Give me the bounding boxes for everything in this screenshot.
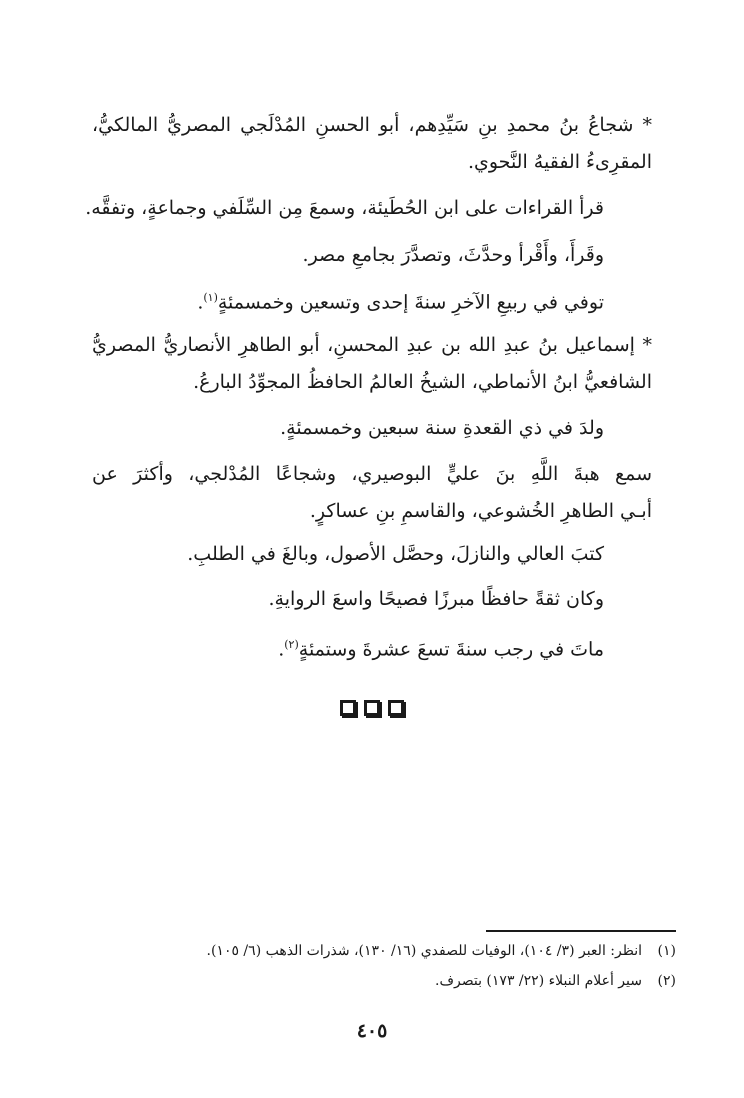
section-separator [0, 700, 744, 716]
entry-1-heading-line-2: المقرِىءُ الفقيهُ النَّحوي. [467, 151, 652, 173]
entry-2-paragraph-5 [278, 630, 604, 664]
entry-1-death-end: . [197, 291, 204, 314]
footnote-1-text: انظر: العبر (٣/ ١٠٤)، الوفيات للصفدي (١٦/ ١٣٠)، شذرات الذهب (٦/ ١٠٥). [206, 943, 642, 959]
separator-square-icon [388, 700, 404, 716]
footnote-ref-2: (٢) [284, 638, 299, 651]
footnote-2-number: (٢) [657, 973, 676, 989]
footnote-1-number: (١) [657, 943, 676, 959]
entry-2-paragraph-2-line-1: سمع هبةَ اللَّهِ بنَ عليٍّ البوصيري، وشجاعًا المُدْلجي، وأكثرَ عن [92, 463, 652, 485]
footnote-2-text: سير أعلام النبلاء (٢٢/ ١٧٣) بتصرف. [435, 973, 642, 989]
entry-2-death-text: ماتَ في رجب سنةَ تسعَ عشرةَ وستمئةٍ [298, 638, 604, 661]
page-number: ٤٠٥ [356, 1020, 388, 1042]
separator-square-icon [340, 700, 356, 716]
entry-1-paragraph-1: قرأ القراءات على ابن الحُطَيئة، وسمعَ مِن السِّلَفي وجماعةٍ، وتفقَّه. [85, 197, 604, 219]
footnote-ref-1: (١) [203, 291, 218, 304]
entry-2-paragraph-3: كتبَ العالي والنازلَ، وحصَّل الأصول، وبالغَ في الطلبِ. [187, 543, 604, 565]
footnote-1 [207, 940, 677, 962]
entry-1-heading-line-1: * شجاعُ بنُ محمدِ بنِ سَيِّدِهم، أبو الحسنِ المُدْلَجي المصريُّ المالكيُّ، [92, 114, 652, 136]
entry-2-paragraph-4: وكان ثقةً حافظًا مبرزًا فصيحًا واسعَ الروايةِ. [268, 588, 604, 610]
separator-square-icon [364, 700, 380, 716]
entry-2-heading-line-2: الشافعيُّ ابنُ الأنماطي، الشيخُ العالمُ الحافظُ المجوِّدُ البارعُ. [193, 371, 652, 393]
entry-1-paragraph-2: وقَرأَ، وأَقْرأ وحدَّثَ، وتصدَّرَ بجامعِ مصر. [302, 244, 604, 266]
entry-2-death-end: . [278, 638, 285, 661]
entry-2-paragraph-2-line-2: أبـي الطاهرِ الخُشوعي، والقاسمِ بنِ عساكرٍ. [309, 500, 652, 522]
entry-1-paragraph-3 [197, 283, 604, 317]
entry-2-heading-line-1: * إسماعيل بنُ عبدِ الله بن عبدِ المحسنِ، أبو الطاهرِ الأنصاريُّ المصريُّ [92, 334, 652, 356]
entry-2-paragraph-1: ولدَ في ذي القعدةِ سنة سبعين وخمسمئةٍ. [280, 417, 604, 439]
footnote-divider [486, 930, 676, 932]
entry-1-death-text: توفي في ربيعِ الآخرِ سنةَ إحدى وتسعين وخمسمئةٍ [217, 291, 604, 314]
footnote-2 [435, 970, 676, 992]
